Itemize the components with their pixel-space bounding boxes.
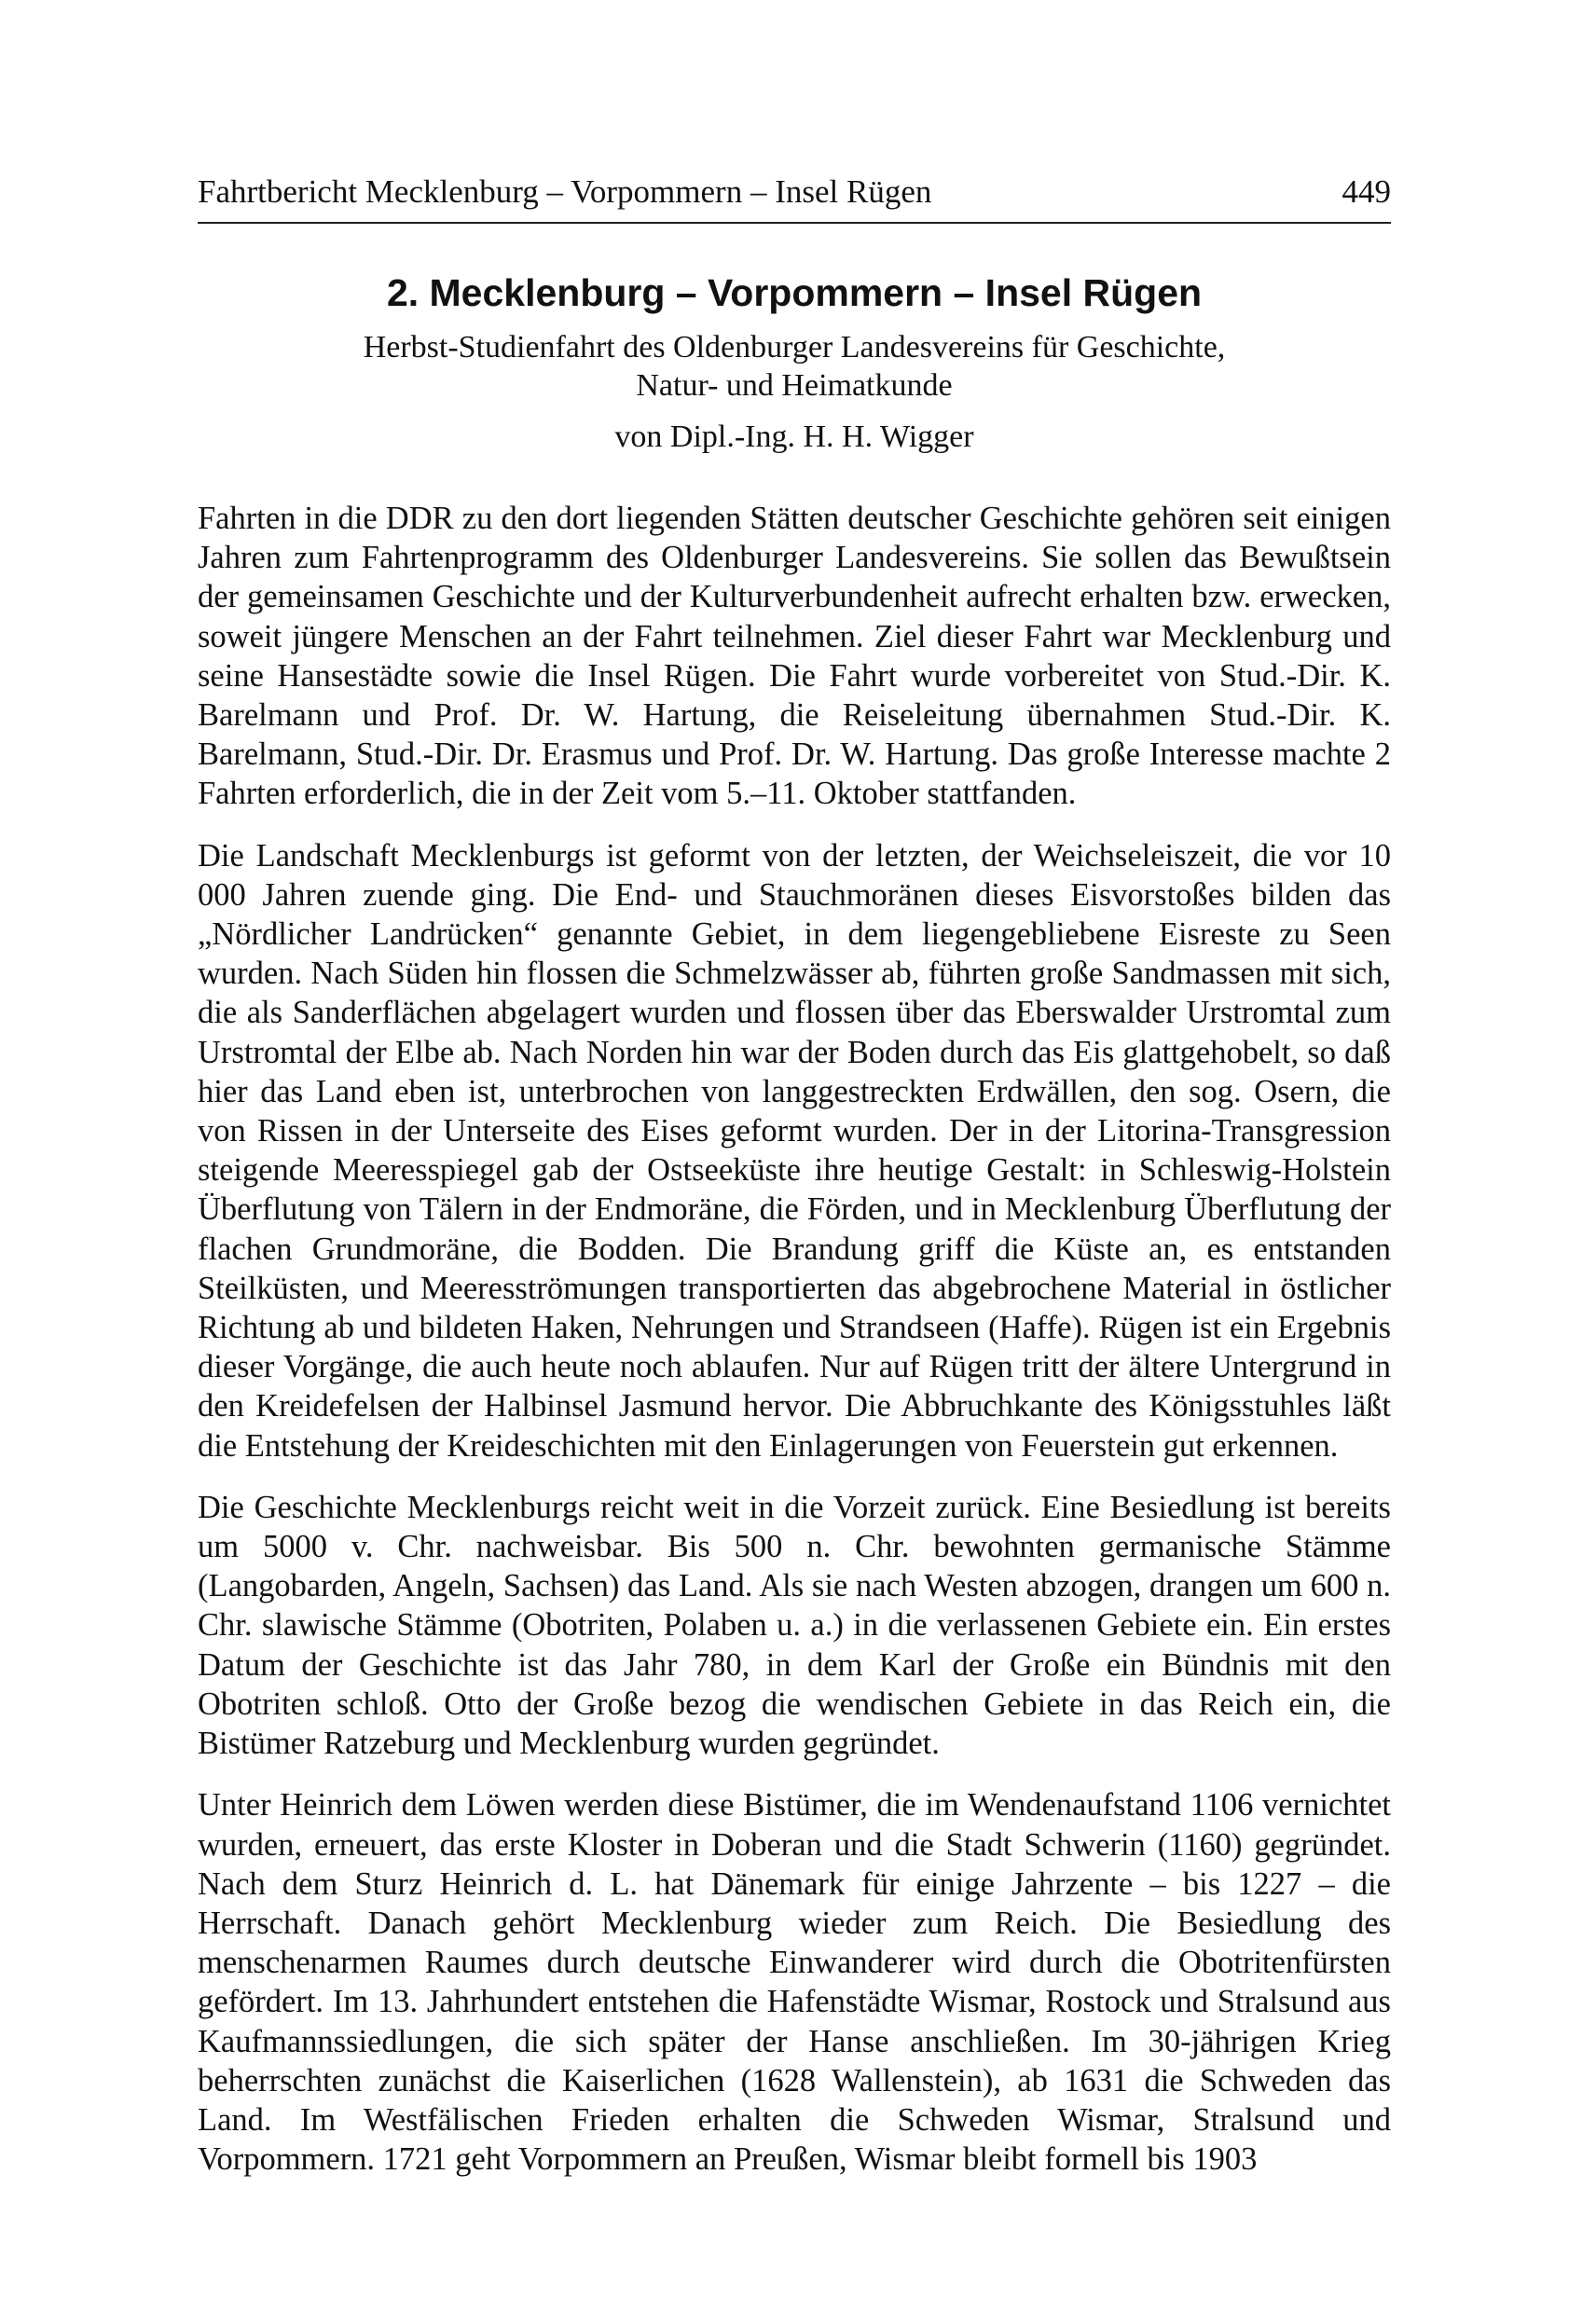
paragraph-1: Fahrten in die DDR zu den dort liegenden Stätten deutscher Geschichte gehören seit einigen Jahren zum Fahrtenprogramm des Oldenburger Landesvereins. Sie sollen das Bewußtsein der gemeinsamen Geschichte und der Kulturverbundenheit aufrecht erhalten bzw. erwecken, soweit jüngere Menschen an der Fahrt teilnehmen. Ziel dieser Fahrt war Mecklenburg und seine Hansestädte sowie die Insel Rügen. Die Fahrt wurde vorbereitet von Stud.-Dir. K. Barelmann und Prof. Dr. W. Hartung, die Reiseleitung übernahmen Stud.-Dir. K. Barelmann, Stud.-Dir. Dr. Erasmus und Prof. Dr. W. Hartung. Das große Interesse machte 2 Fahrten erforderlich, die in der Zeit vom 5.–11. Oktober stattfanden.	[198, 501, 1391, 812]
document-page	[198, 173, 1391, 2201]
running-title: Fahrtbericht Mecklenburg – Vorpommern – Insel Rügen	[198, 173, 932, 210]
article-author: von Dipl.-Ing. H. H. Wigger	[614, 420, 974, 454]
subtitle-line-1: Herbst-Studienfahrt des Oldenburger Landesvereins für Geschichte,	[363, 330, 1226, 365]
running-header	[198, 173, 1391, 224]
article-body	[198, 499, 1391, 2179]
paragraph-2: Die Landschaft Mecklenburgs ist geformt von der letzten, der Weichseleiszeit, die vor 10 000 Jahren zuende ging. Die End- und Stauchmoränen dieses Eisvorstoßes bilden das „Nördlicher Landrücken“ genannte Gebiet, in dem liegengebliebene Eisreste zu Seen wurden. Nach Süden hin flossen die Schmelzwässer ab, führten große Sandmassen mit sich, die als Sanderflächen abgelagert wurden und flossen über das Eberswalder Urstromtal zum Urstromtal der Elbe ab. Nach Norden hin war der Boden durch das Eis glattgehobelt, so daß hier das Land eben ist, unterbrochen von langgestreckten Erdwällen, den sog. Osern, die von Rissen in der Unterseite des Eises geformt wurden. Der in der Litorina-Transgression steigende Meeresspiegel gab der Ostseeküste ihre heutige Gestalt: in Schleswig-Holstein Überflutung von Tälern in der Endmoräne, die Förden, und in Mecklenburg Überflutung der flachen Grundmoräne, die Bodden. Die Brandung griff die Küste an, es entstanden Steilküsten, und Meeresströmungen transportierten das abgebrochene Material in östlicher Richtung ab und bildeten Haken, Nehrungen und Strandseen (Haffe). Rügen ist ein Ergebnis dieser Vorgänge, die auch heute noch ablaufen. Nur auf Rügen tritt der ältere Untergrund in den Kreidefelsen der Halbinsel Jasmund hervor. Die Abbruchkante des Königsstuhles läßt die Entstehung der Kreideschichten mit den Einlagerungen von Feuerstein gut erkennen.	[198, 837, 1391, 1464]
article-subtitle	[198, 328, 1391, 405]
page-number: 449	[1341, 173, 1391, 210]
paragraph-3: Die Geschichte Mecklenburgs reicht weit in die Vorzeit zurück. Eine Besiedlung ist bereits um 5000 v. Chr. nachweisbar. Bis 500 n. Chr. bewohnten germanische Stämme (Langobarden, Angeln, Sachsen) das Land. Als sie nach Westen abzogen, drangen um 600 n. Chr. slawische Stämme (Obotriten, Polaben u. a.) in die verlassenen Gebiete ein. Ein erstes Datum der Geschichte ist das Jahr 780, in dem Karl der Große ein Bündnis mit den Obotriten schloß. Otto der Große bezog die wendischen Gebiete in das Reich ein, die Bistümer Ratzeburg und Mecklenburg wurden gegründet.	[198, 1489, 1391, 1762]
paragraph-4: Unter Heinrich dem Löwen werden diese Bistümer, die im Wendenaufstand 1106 vernichtet wurden, erneuert, das erste Kloster in Doberan und die Stadt Schwerin (1160) gegründet. Nach dem Sturz Heinrich d. L. hat Dänemark für einige Jahrzente – bis 1227 – die Herrschaft. Danach gehört Mecklenburg wieder zum Reich. Die Besiedlung des menschenarmen Raumes durch deutsche Einwanderer wird durch die Obotritenfürsten gefördert. Im 13. Jahrhundert entstehen die Hafenstädte Wismar, Rostock und Stralsund aus Kaufmannssiedlungen, die sich später der Hanse anschließen. Im 30-jährigen Krieg beherrschten zunächst die Kaiserlichen (1628 Wallenstein), ab 1631 die Schweden das Land. Im Westfälischen Frieden erhalten die Schweden Wismar, Stralsund und Vorpommern. 1721 geht Vorpommern an Preußen, Wismar bleibt formell bis 1903	[198, 1787, 1391, 2178]
article-title: 2. Mecklenburg – Vorpommern – Insel Rügen	[386, 271, 1203, 314]
subtitle-line-2: Natur- und Heimatkunde	[636, 368, 953, 403]
